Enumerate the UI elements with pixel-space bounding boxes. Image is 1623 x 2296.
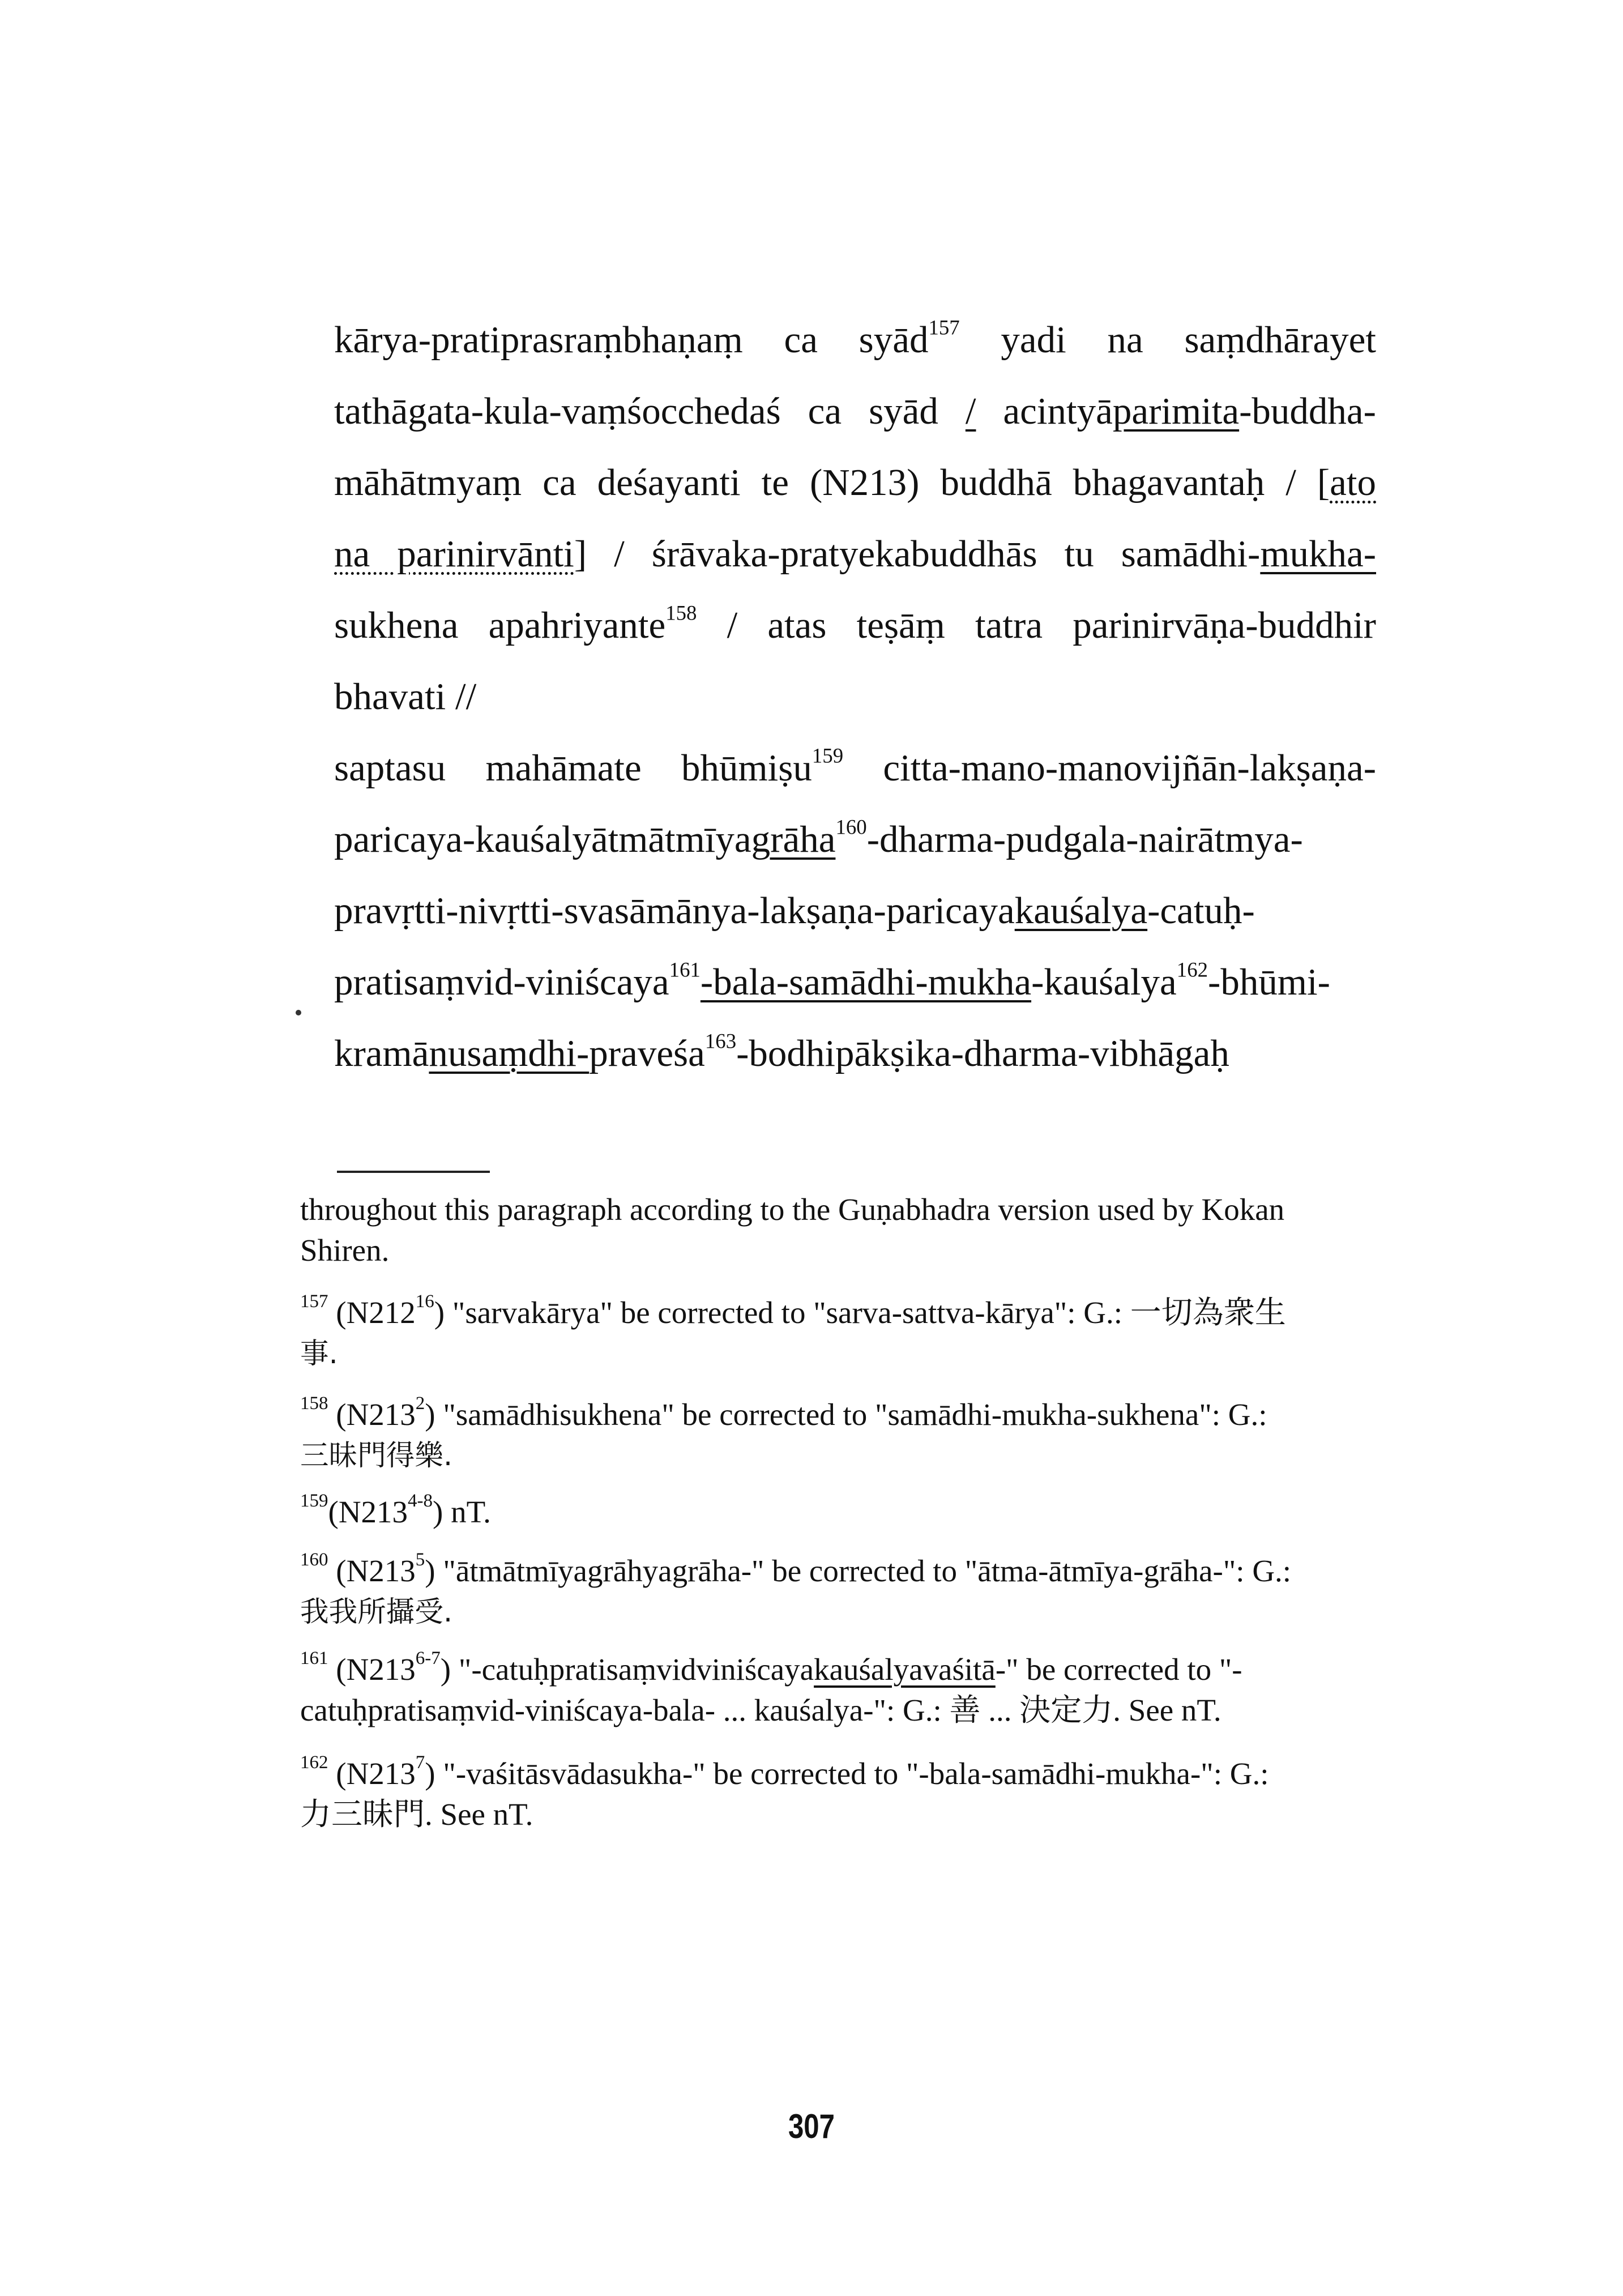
footnote-159: $^{159}$(N213$^{4-8}$) nT. [300,1490,491,1529]
footnote-ref-158: 158 [665,601,697,625]
footnote-ref-163: 163 [704,1029,737,1053]
text-line-8: paricaya-kauśalyātmātmīyagrāha$^{160}$-dharma-pudgala-nairātmya- [334,815,1303,860]
text-line-3: māhātmyaṃ ca deśayanti te (N213) buddhā bhagavantaḥ / [ato [334,462,1376,503]
footnote-ref-162: 162 [1176,958,1208,981]
text-line-4: na parinirvānti] / śrāvaka-pratyekabuddhās tu samādhi-mukha- [334,533,1377,575]
text-line-11: kramānusaṃdhi-praveśa$^{163}$-bodhipākṣika-dharma-vibhāgaḥ [334,1029,1229,1074]
footnote-ref-161: 161 [669,958,701,981]
footnote-157: $^{157}$ $(N212^{16})$ "sarvakārya" be corrected to "sarva-sattva-kārya": G.: 一切為衆生 事. [300,1291,1286,1370]
text-line-10: pratisaṃvid-viniścaya$^{161}$-bala-samādhi-mukha-kauśalya$^{162}$-bhūmi- [334,958,1330,1003]
text-line-1: kārya-pratiprasraṃbhaṇaṃ ca syād$^{157}$ yadi na saṃdhārayet [334,315,1377,361]
page-number: 307 [788,2107,835,2145]
scan-speck [296,1010,301,1015]
footnote-161: $^{161}$ (N213$^{6-7}$) "-catuḥpratisaṃvidviniścayakauśalyavaśitā-" be corrected to "- catuḥpratisaṃvid-viniścaya-bala- ... kauśalya-": G.: 善 ... 決定力. See nT. [300,1648,1242,1727]
footnote-158: $^{158}$ $(N213^2)$ "samādhisukhena" be corrected to "samādhi-mukha-sukhena": G.: 三昧門得樂. [300,1393,1267,1472]
text-line-5: sukhena apahriyante$^{158}$ / atas teṣāṃ tatra parinirvāṇa-buddhir [334,601,1376,646]
text-line-9: pravṛtti-nivṛtti-svasāmānya-lakṣaṇa-paricayakauśalya-catuḥ- [334,890,1255,932]
footnote-separator [337,1171,490,1173]
footnote-continued: throughout this paragraph according to the Guṇabhadra version used by Kokan Shiren. [300,1192,1285,1268]
text-line-6: bhavati // [334,676,477,718]
footnote-162: $^{162}$ $(N213^7)$ "-vaśitāsvādasukha-" be corrected to "-bala-samādhi-mukha-": G.: 力三昧門. See nT. [300,1752,1269,1832]
text-line-7: saptasu mahāmate bhūmiṣu$^{159}$ citta-mano-manovijñān-lakṣaṇa- [334,744,1377,789]
footnote-ref-160: 160 [835,815,867,839]
footnote-ref-157: 157 [928,315,960,339]
footnote-ref-159: 159 [812,744,844,767]
footnote-160: $^{160}$ $(N213^5)$ "ātmātmīyagrāhyagrāha-" be corrected to "ātma-ātmīya-grāha-": G.: 我我所攝受. [300,1549,1292,1628]
text-line-2: tathāgata-kula-vaṃśocchedaś ca syād / acintyāparimita-buddha- [334,390,1376,432]
